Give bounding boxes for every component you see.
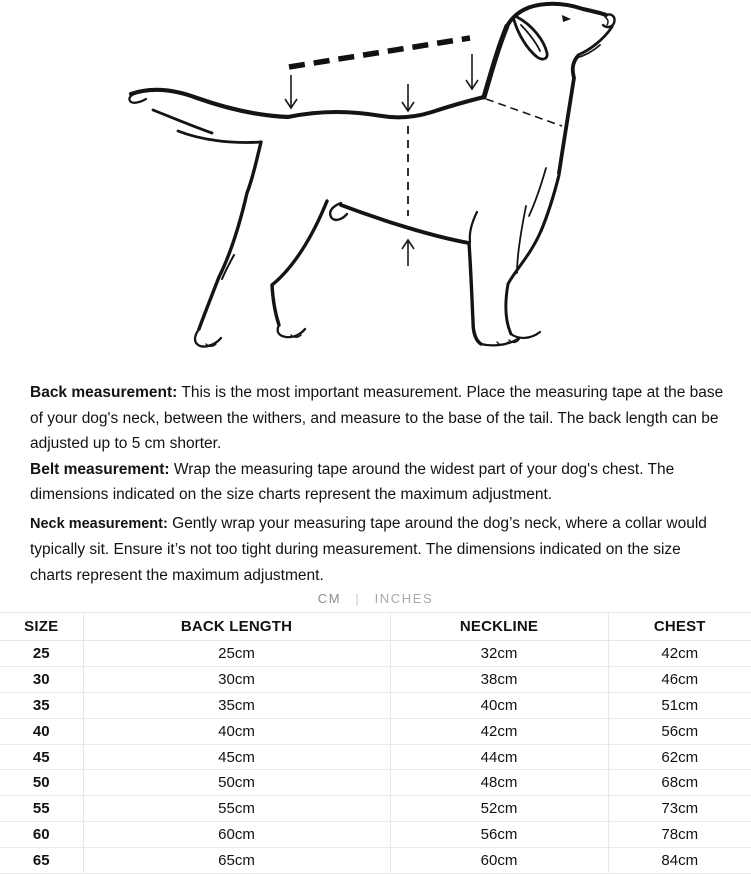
chest-cell: 68cm xyxy=(608,770,751,796)
neckline-cell: 44cm xyxy=(390,744,608,770)
table-row xyxy=(0,848,751,874)
chest-cell: 46cm xyxy=(608,666,751,692)
table-row xyxy=(0,796,751,822)
back-length-cell: 60cm xyxy=(83,822,390,848)
neck-measurement-paragraph xyxy=(30,511,725,589)
col-header-chest: CHEST xyxy=(608,613,751,641)
chest-cell: 84cm xyxy=(608,848,751,874)
back-length-cell: 65cm xyxy=(83,848,390,874)
unit-inches-button[interactable]: INCHES xyxy=(374,591,434,606)
dog-eye xyxy=(562,15,571,22)
size-cell: 55 xyxy=(0,796,83,822)
size-cell: 40 xyxy=(0,718,83,744)
table-row xyxy=(0,718,751,744)
size-cell: 65 xyxy=(0,848,83,874)
neckline-cell: 60cm xyxy=(390,848,608,874)
back-measurement-paragraph xyxy=(30,380,725,457)
chest-cell: 73cm xyxy=(608,796,751,822)
neckline-cell: 38cm xyxy=(390,666,608,692)
back-length-cell: 45cm xyxy=(83,744,390,770)
belt-measurement-paragraph xyxy=(30,457,725,508)
neck-measurement-text: Gently wrap your measuring tape around the dog’s neck, where a collar would typically sit. Ensure it’s not too tight during measurement. The dimensions indicated on the size charts represent the maximum adjustment. xyxy=(30,514,707,584)
size-cell: 45 xyxy=(0,744,83,770)
back-length-cell: 40cm xyxy=(83,718,390,744)
dog-measurement-figure xyxy=(0,0,751,374)
unit-separator: | xyxy=(355,591,361,606)
back-length-dashed-line xyxy=(289,38,470,67)
back-measurement-text: This is the most important measurement. Place the measuring tape at the base of your dog's neck, between the withers, and measure to the base of the tail. The back length can be adjusted up to 5 cm shorter. xyxy=(30,384,724,452)
back-length-cell: 35cm xyxy=(83,692,390,718)
size-table xyxy=(0,612,751,874)
size-cell: 50 xyxy=(0,770,83,796)
up-arrow-icon xyxy=(402,240,414,266)
neckline-cell: 40cm xyxy=(390,692,608,718)
neckline-cell: 48cm xyxy=(390,770,608,796)
dog-diagram-svg xyxy=(0,0,751,374)
table-header-row xyxy=(0,613,751,641)
table-row xyxy=(0,822,751,848)
chest-cell: 51cm xyxy=(608,692,751,718)
down-arrow-icon xyxy=(285,75,297,108)
neck-measurement-label: Neck measurement: xyxy=(30,515,168,532)
back-length-cell: 55cm xyxy=(83,796,390,822)
back-measurement-label: Back measurement: xyxy=(30,384,178,401)
col-header-back-length: BACK LENGTH xyxy=(83,613,390,641)
table-row xyxy=(0,692,751,718)
chest-cell: 78cm xyxy=(608,822,751,848)
neckline-cell: 32cm xyxy=(390,641,608,667)
chest-cell: 56cm xyxy=(608,718,751,744)
belt-measurement-label: Belt measurement: xyxy=(30,460,170,478)
size-cell: 25 xyxy=(0,641,83,667)
measurement-instructions xyxy=(0,374,751,588)
neck-dashed-line xyxy=(486,99,562,126)
chest-cell: 62cm xyxy=(608,744,751,770)
table-row xyxy=(0,666,751,692)
unit-cm-button[interactable]: CM xyxy=(317,591,342,606)
back-length-cell: 25cm xyxy=(83,641,390,667)
neckline-cell: 42cm xyxy=(390,718,608,744)
table-row xyxy=(0,744,751,770)
col-header-size: SIZE xyxy=(0,613,83,641)
neckline-cell: 52cm xyxy=(390,796,608,822)
neckline-cell: 56cm xyxy=(390,822,608,848)
size-cell: 60 xyxy=(0,822,83,848)
back-length-cell: 50cm xyxy=(83,770,390,796)
table-row xyxy=(0,770,751,796)
down-arrow-icon xyxy=(402,84,414,111)
chest-cell: 42cm xyxy=(608,641,751,667)
col-header-neckline: NECKLINE xyxy=(390,613,608,641)
table-row xyxy=(0,641,751,667)
back-length-cell: 30cm xyxy=(83,666,390,692)
down-arrow-icon xyxy=(466,54,478,89)
belt-measurement-text: Wrap the measuring tape around the widest part of your dog's chest. The dimensions indicated on the size charts represent the maximum adjustment. xyxy=(30,460,675,503)
size-cell: 30 xyxy=(0,666,83,692)
unit-toggle xyxy=(0,591,751,606)
size-cell: 35 xyxy=(0,692,83,718)
